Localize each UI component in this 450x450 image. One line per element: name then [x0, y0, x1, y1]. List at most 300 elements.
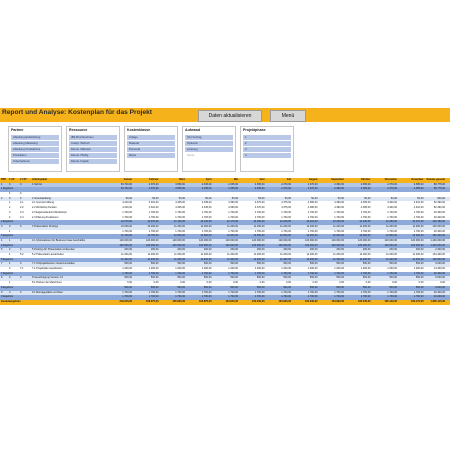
slicer-projektphase[interactable] — [240, 126, 294, 172]
table-cell-value[interactable]: 50,00 — [417, 196, 424, 200]
slicer-item[interactable]: Optional — [185, 141, 233, 146]
table-cell-value[interactable]: 120.000,00 — [251, 243, 265, 247]
table-cell-value[interactable]: 52.390,00 — [433, 206, 445, 210]
table-cell-value[interactable]: 50,00 — [178, 196, 185, 200]
table-cell-value[interactable]: 1.700,00 — [387, 290, 397, 294]
table-cell-value[interactable]: 12.900,00 — [253, 234, 265, 238]
table-cell-value[interactable]: 11.400,00 — [359, 257, 371, 261]
table-cell-value[interactable]: 164.930,00 — [278, 299, 291, 303]
table-cell-value[interactable]: 120.000,00 — [304, 243, 318, 247]
table-cell-value[interactable]: 136.800,00 — [432, 257, 445, 261]
table-cell-value[interactable]: 11.200,00 — [333, 224, 344, 228]
table-cell-value[interactable]: 14.400,00 — [433, 267, 445, 271]
table-cell-value[interactable]: 20.400,00 — [433, 295, 445, 299]
table-cell-value[interactable]: 0,00 — [180, 281, 185, 285]
table-cell-value[interactable]: 4.380,00 — [307, 201, 318, 205]
table-cell-value[interactable]: 0,00 — [127, 281, 132, 285]
table-cell-value[interactable]: 11.200,00 — [200, 224, 212, 228]
table-cell-value[interactable]: 165.170,00 — [410, 299, 424, 303]
table-cell-value[interactable]: 2.370,00 — [387, 182, 397, 186]
slicer-item[interactable]: (Bl) Bruchrechnen — [69, 135, 117, 140]
table-cell[interactable]: 0 — [9, 224, 11, 228]
table-cell-value[interactable]: 500,00 — [283, 276, 291, 280]
table-cell-value[interactable]: 12.900,00 — [306, 234, 318, 238]
table-cell-value[interactable]: 12.170,00 — [226, 220, 238, 224]
table-cell-value[interactable]: 11.200,00 — [386, 253, 397, 256]
table-cell[interactable]: 0 — [9, 182, 11, 186]
table-cell-value[interactable]: Juli — [286, 178, 291, 181]
table-cell-value[interactable]: 4.375,00 — [281, 206, 291, 210]
table-cell-value[interactable]: 4.410,00 — [413, 201, 424, 205]
table-cell-value[interactable]: 1.200,00 — [122, 267, 132, 271]
table-cell-value[interactable]: 500,00 — [203, 276, 212, 280]
table-cell[interactable]: 0 — [20, 276, 22, 280]
table-cell[interactable]: 5 — [1, 248, 3, 252]
table-cell-value[interactable]: 500,00 — [256, 276, 265, 280]
table-cell-value[interactable]: 120.000,00 — [172, 238, 185, 242]
table-cell-value[interactable]: 12.900,00 — [385, 234, 397, 238]
table-cell-value[interactable]: 1.700,00 — [360, 290, 371, 294]
table-cell-value[interactable]: 500,00 — [336, 262, 344, 266]
table-cell-value[interactable]: 10.000,00 — [147, 224, 159, 228]
table-cell-value[interactable]: 1.700,00 — [228, 229, 238, 233]
table-cell-value[interactable]: 1.200,00 — [413, 267, 424, 271]
table-cell[interactable]: 0 — [20, 196, 22, 200]
table-cell-value[interactable]: 120.000,00 — [384, 238, 397, 242]
slicer-kostenklasse[interactable] — [124, 126, 178, 172]
table-cell-value[interactable]: 219.970,00 — [119, 299, 132, 303]
table-cell[interactable]: 1 — [9, 238, 11, 242]
table-cell-value[interactable]: 4.310,00 — [122, 206, 132, 210]
table-cell-value[interactable]: 1.700,00 — [334, 271, 344, 275]
table-cell-value[interactable]: 500,00 — [124, 262, 132, 266]
table-cell-value[interactable]: 500,00 — [230, 285, 238, 289]
table-cell-value[interactable]: 200,00 — [283, 248, 291, 252]
table-cell-value[interactable]: 500,00 — [256, 285, 265, 289]
table-cell-value[interactable]: 120.000,00 — [145, 243, 159, 247]
slicer-item[interactable]: Anlage — [127, 135, 175, 140]
table-cell-value[interactable]: 200,00 — [336, 248, 344, 252]
table-cell-value[interactable]: 1.700,00 — [122, 215, 132, 219]
table-cell-value[interactable]: 1.700,00 — [228, 210, 238, 214]
table-cell[interactable]: 5.2 Präsentation ausarbeiten — [32, 253, 64, 256]
table-cell-value[interactable]: 2.390,00 — [334, 187, 344, 191]
table-cell-value[interactable]: 50,00 — [152, 196, 159, 200]
table-cell-value[interactable]: 1.700,00 — [148, 229, 159, 233]
table-cell[interactable]: 9.1 Montageplätze errichten — [32, 290, 63, 294]
slicer-partner[interactable] — [8, 126, 62, 172]
table-cell-value[interactable]: 0,00 — [440, 281, 445, 285]
table-cell-value[interactable]: 500,00 — [336, 276, 344, 280]
table-cell-value[interactable]: 200,00 — [124, 248, 132, 252]
table-cell-value[interactable]: 4.395,00 — [360, 206, 371, 210]
table-cell-value[interactable]: 500,00 — [309, 262, 318, 266]
table-cell-value[interactable]: 12.900,00 — [226, 234, 238, 238]
table-cell-value[interactable]: 1.200,00 — [254, 267, 265, 271]
table-cell-value[interactable]: 12.900,00 — [173, 234, 185, 238]
table-cell-value[interactable]: 89.775,00 — [433, 182, 445, 186]
table-cell[interactable]: 0 — [20, 262, 22, 266]
table-cell-value[interactable]: 500,00 — [283, 262, 291, 266]
table-cell-value[interactable]: 4.310,00 — [122, 201, 132, 205]
table-cell-value[interactable]: 11.400,00 — [280, 257, 291, 261]
table-cell-value[interactable]: 500,00 — [362, 262, 371, 266]
table-cell-value[interactable]: 1.200,00 — [201, 267, 212, 271]
table-cell-value[interactable]: 1.700,00 — [122, 290, 132, 294]
table-cell-value[interactable]: 50,00 — [125, 196, 132, 200]
table-cell-value[interactable]: 11.200,00 — [200, 253, 212, 256]
table-cell-value[interactable]: 500,00 — [389, 285, 397, 289]
table-cell-value[interactable]: 2.370,00 — [307, 182, 318, 186]
table-cell-value[interactable]: 1.440.000,00 — [430, 243, 445, 247]
table-cell-value[interactable]: 11.200,00 — [227, 224, 238, 228]
table-cell-value[interactable]: 1.700,00 — [254, 290, 265, 294]
table-cell-value[interactable]: 500,00 — [124, 276, 132, 280]
table-cell-value[interactable]: 11.200,00 — [174, 224, 185, 228]
table-cell-value[interactable]: 11.200,00 — [174, 253, 185, 256]
slicer-item[interactable]: Reise — [127, 153, 175, 158]
table-cell-value[interactable]: 120.000,00 — [331, 238, 344, 242]
table-cell-value[interactable]: 120.000,00 — [172, 243, 185, 247]
table-cell-value[interactable]: 4.345,00 — [201, 206, 212, 210]
table-cell-value[interactable]: 1.700,00 — [148, 271, 159, 275]
table-cell-value[interactable]: 1.700,00 — [148, 215, 159, 219]
table-cell-value[interactable]: 4.310,00 — [148, 201, 159, 205]
table-cell-value[interactable]: 4.345,00 — [175, 206, 185, 210]
table-cell-value[interactable]: 0,00 — [339, 281, 344, 285]
table-cell-value[interactable]: 1.700,00 — [228, 271, 238, 275]
table-cell-value[interactable]: 1.700,00 — [175, 210, 185, 214]
table-cell-value[interactable]: 4.370,00 — [254, 201, 265, 205]
table-cell-value[interactable]: März — [179, 178, 185, 181]
table-cell-value[interactable]: 4.400,00 — [387, 201, 397, 205]
table-cell-value[interactable]: 89.775,00 — [433, 187, 445, 191]
table-cell-value[interactable]: 1.700,00 — [122, 271, 132, 275]
table-cell[interactable]: 1 — [9, 262, 11, 266]
table-cell-value[interactable]: 2.345,00 — [201, 187, 212, 191]
table-cell-value[interactable]: 200,00 — [150, 248, 159, 252]
table-cell-value[interactable]: 2.345,00 — [228, 187, 238, 191]
table-cell-value[interactable]: 120.000,00 — [384, 243, 397, 247]
table-cell-value[interactable]: 11.400,00 — [253, 257, 265, 261]
table-cell-value[interactable]: 200,00 — [415, 248, 424, 252]
table-cell-value[interactable]: 50,00 — [337, 196, 344, 200]
table-cell[interactable]: 7.1 Teilprojektkosten zusammenstellen — [32, 262, 75, 266]
slicer-item[interactable]: Sonst. — [185, 153, 233, 158]
table-cell[interactable]: 2.3 — [20, 210, 24, 214]
table-cell[interactable]: 4 — [9, 215, 11, 219]
table-cell-value[interactable]: Summe gesamt — [426, 178, 445, 181]
table-cell[interactable]: 0 — [20, 238, 22, 242]
table-cell-value[interactable]: 120.000,00 — [198, 238, 212, 242]
table-cell-value[interactable]: 50,00 — [311, 196, 318, 200]
table-cell-value[interactable]: 500,00 — [150, 276, 159, 280]
menu-button[interactable]: Menü — [270, 110, 306, 122]
table-cell[interactable]: PSP — [1, 178, 7, 181]
table-cell-value[interactable]: 11.200,00 — [412, 224, 424, 228]
table-cell-value[interactable]: 2.345,00 — [228, 182, 238, 186]
table-cell-value[interactable]: 500,00 — [203, 262, 212, 266]
slicer-item[interactable]: (fix) Vertrag — [185, 135, 233, 140]
table-cell-value[interactable]: 1.700,00 — [360, 215, 371, 219]
table-cell-value[interactable]: 1.700,00 — [122, 210, 132, 214]
table-cell-value[interactable]: 500,00 — [256, 262, 265, 266]
table-cell-value[interactable]: 200,00 — [230, 248, 238, 252]
table-cell-value[interactable]: 4.370,00 — [254, 206, 265, 210]
slicer-item[interactable]: Leistung — [185, 147, 233, 152]
table-cell-value[interactable]: 11.400,00 — [227, 257, 238, 261]
table-cell-value[interactable]: 1.700,00 — [148, 295, 159, 299]
table-cell-value[interactable]: 1.700,00 — [387, 295, 397, 299]
table-cell-value[interactable]: Oktober — [360, 178, 371, 181]
table-cell-value[interactable]: 2.370,00 — [148, 182, 159, 186]
table-cell-value[interactable]: 1.440.000,00 — [430, 238, 445, 242]
table-cell-value[interactable]: 164.990,00 — [331, 299, 344, 303]
table-cell-value[interactable]: 12.070,00 — [120, 220, 132, 224]
table-cell-value[interactable]: 1.700,00 — [334, 290, 344, 294]
table-cell-value[interactable]: 0,00 — [392, 281, 397, 285]
table-cell-value[interactable]: 11.200,00 — [253, 253, 265, 256]
table-cell-value[interactable]: 12.210,00 — [306, 220, 318, 224]
table-cell-value[interactable]: 500,00 — [177, 285, 185, 289]
table-cell[interactable]: 5 Ergebnis — [1, 257, 13, 261]
table-cell-value[interactable]: 12.900,00 — [332, 234, 344, 238]
slicer-item[interactable]: Dienst. Material — [69, 147, 117, 152]
table-cell-value[interactable]: 132.000,00 — [432, 224, 445, 228]
table-cell-value[interactable]: 1.700,00 — [201, 290, 212, 294]
table-cell-value[interactable]: 12.240,00 — [359, 220, 371, 224]
table-cell-value[interactable]: 2.370,00 — [307, 187, 318, 191]
table-cell-value[interactable]: 120.000,00 — [357, 243, 371, 247]
table-cell-value[interactable]: 11.400,00 — [333, 257, 344, 261]
table-cell-value[interactable]: 12.270,00 — [412, 220, 424, 224]
table-cell-value[interactable]: 6.000,00 — [435, 276, 445, 280]
table-cell[interactable]: 2.2 — [20, 206, 24, 210]
table-cell[interactable]: 5.2 — [20, 253, 24, 256]
table-cell-value[interactable]: 120.000,00 — [225, 243, 238, 247]
table-cell-value[interactable]: 12.900,00 — [359, 234, 371, 238]
table-cell-value[interactable]: 200,00 — [309, 248, 318, 252]
table-cell-value[interactable]: 1.700,00 — [413, 215, 424, 219]
table-cell-value[interactable]: 4.390,00 — [334, 201, 344, 205]
slicer-item[interactable]: Material — [127, 141, 175, 146]
table-cell-value[interactable]: 12.200,00 — [279, 220, 291, 224]
table-cell[interactable]: 1 — [1, 182, 3, 186]
table-cell-value[interactable]: 500,00 — [203, 285, 212, 289]
table-cell-value[interactable]: 0,00 — [286, 281, 291, 285]
table-cell[interactable]: 0 — [20, 224, 22, 228]
table-cell-value[interactable]: 1.700,00 — [281, 271, 291, 275]
table-cell-value[interactable]: 120.000,00 — [304, 238, 318, 242]
table-cell-value[interactable]: 12.140,00 — [200, 220, 212, 224]
table-cell-value[interactable]: 500,00 — [177, 262, 185, 266]
table-cell-value[interactable]: 0,00 — [259, 281, 265, 285]
table-cell-value[interactable]: Dezember — [411, 178, 424, 181]
table-cell-value[interactable]: 120.000,00 — [119, 238, 132, 242]
table-cell-value[interactable]: 50,00 — [390, 196, 397, 200]
table-cell-value[interactable]: September — [331, 178, 344, 181]
table-cell[interactable]: 8 — [1, 276, 3, 280]
slicer-item[interactable]: Dienst. Pfeflig — [69, 153, 117, 158]
table-cell-value[interactable]: 1.200,00 — [148, 267, 159, 271]
table-cell-value[interactable]: 63.700,00 — [120, 182, 132, 186]
table-cell-value[interactable]: 50,00 — [231, 196, 238, 200]
table-cell[interactable]: 1 — [9, 201, 11, 205]
table-cell-value[interactable]: 1.700,00 — [254, 271, 265, 275]
table-cell[interactable]: 2.2 Workshop Kunden — [32, 206, 57, 210]
table-cell-value[interactable]: 1.700,00 — [228, 295, 238, 299]
table-cell-value[interactable]: 200,00 — [177, 248, 185, 252]
table-cell-value[interactable]: 0,00 — [418, 281, 424, 285]
table-cell[interactable]: 4 Ergebnis — [1, 243, 13, 247]
table-cell-value[interactable]: 12.070,00 — [147, 220, 159, 224]
table-cell-value[interactable]: 164.940,00 — [251, 299, 265, 303]
table-cell-value[interactable]: 500,00 — [415, 276, 424, 280]
table-cell-value[interactable]: 1.965.115,00 — [430, 299, 445, 303]
table-cell-value[interactable]: 1.700,00 — [413, 210, 424, 214]
table-cell-value[interactable]: 0,00 — [153, 281, 159, 285]
table-cell-value[interactable]: 11.200,00 — [412, 253, 424, 256]
table-cell-value[interactable]: 11.400,00 — [121, 257, 132, 261]
table-cell-value[interactable]: 12.900,00 — [412, 234, 424, 238]
table-cell-value[interactable]: 11.200,00 — [386, 224, 397, 228]
table-cell[interactable]: 2.4 Planung Funktionen — [32, 215, 59, 219]
table-cell-value[interactable]: 120.000,00 — [251, 238, 265, 242]
table-cell-value[interactable]: 11.200,00 — [333, 253, 344, 256]
table-cell-value[interactable]: 11.400,00 — [412, 257, 424, 261]
table-cell-value[interactable]: 11.400,00 — [306, 257, 318, 261]
table-cell[interactable]: # AP — [9, 178, 15, 181]
table-cell-value[interactable]: 1.200,00 — [360, 267, 371, 271]
table-cell-value[interactable]: 4.390,00 — [334, 206, 344, 210]
table-cell-value[interactable]: 1.700,00 — [201, 210, 212, 214]
table-cell[interactable]: 7.1 — [20, 267, 24, 271]
table-cell-value[interactable]: 3.650,00 — [175, 187, 185, 191]
table-cell-value[interactable]: 1.200,00 — [387, 267, 397, 271]
slicer-item[interactable]: 1 — [243, 135, 291, 140]
table-cell-value[interactable]: 1.700,00 — [175, 271, 185, 275]
table-cell-value[interactable]: 1.700,00 — [201, 229, 212, 233]
table-cell-value[interactable]: 20.400,00 — [433, 271, 445, 275]
table-cell-value[interactable]: 120.000,00 — [410, 243, 424, 247]
table-cell-value[interactable]: 11.200,00 — [121, 253, 132, 256]
table-cell[interactable]: 2 Vorentwicklung — [32, 196, 51, 200]
table-cell-value[interactable]: 6.000,00 — [435, 285, 445, 289]
table-cell-value[interactable]: 200,00 — [362, 248, 371, 252]
table-cell-value[interactable]: 11.400,00 — [147, 257, 159, 261]
table-cell-value[interactable]: 12.190,00 — [253, 220, 265, 224]
table-cell-value[interactable]: 152.400,00 — [432, 234, 445, 238]
table-cell-value[interactable]: 50,00 — [364, 196, 371, 200]
table-cell[interactable]: 7 — [1, 262, 3, 266]
table-cell-value[interactable]: 12.230,00 — [332, 220, 344, 224]
table-cell-value[interactable]: 500,00 — [124, 285, 132, 289]
table-cell-value[interactable]: 1.700,00 — [175, 229, 185, 233]
table-cell-value[interactable]: 0,00 — [206, 281, 212, 285]
table-cell-value[interactable]: 500,00 — [150, 262, 159, 266]
table-cell-value[interactable]: 1.700,00 — [413, 229, 424, 233]
table-cell-value[interactable]: 4.410,00 — [413, 206, 424, 210]
table-cell-value[interactable]: 1.700,00 — [334, 210, 344, 214]
table-cell[interactable]: 2 — [1, 196, 3, 200]
table-cell-value[interactable]: 12.900,00 — [200, 234, 212, 238]
table-cell-value[interactable]: 2.345,00 — [201, 182, 212, 186]
table-cell[interactable]: 0 — [20, 290, 22, 294]
table-cell-value[interactable]: 4.360,00 — [228, 201, 238, 205]
table-cell-value[interactable]: 1.700,00 — [281, 229, 291, 233]
slicer-item[interactable]: 4 — [243, 153, 291, 158]
table-cell-value[interactable]: 120.000,00 — [145, 238, 159, 242]
table-cell-value[interactable]: 0,00 — [312, 281, 318, 285]
table-cell[interactable]: 3 — [9, 210, 11, 214]
table-cell-value[interactable]: 2.390,00 — [334, 182, 344, 186]
slicer-item[interactable]: Analyt. Wirtsch — [69, 141, 117, 146]
table-cell-value[interactable]: 4.310,00 — [148, 206, 159, 210]
table-cell-value[interactable]: 11.200,00 — [359, 253, 371, 256]
table-cell-value[interactable]: 200,00 — [389, 248, 397, 252]
table-cell-value[interactable]: 1.700,00 — [307, 295, 318, 299]
table-cell-value[interactable]: November — [384, 178, 397, 181]
table-cell-value[interactable]: 11.400,00 — [200, 257, 212, 261]
table-cell-value[interactable]: 120.000,00 — [225, 238, 238, 242]
table-cell[interactable]: 2.3 Ergebnisbericht Workshops — [32, 210, 67, 214]
slicer-item[interactable]: Abteilung Entwicklung — [11, 135, 59, 140]
slicer-item[interactable]: Produktion — [11, 153, 59, 158]
table-cell[interactable]: 1 Ergebnis — [1, 187, 13, 191]
table-cell-value[interactable]: 1.700,00 — [201, 215, 212, 219]
table-cell-value[interactable]: 4.360,00 — [228, 206, 238, 210]
table-cell-value[interactable]: 63.700,00 — [120, 187, 132, 191]
table-cell-value[interactable]: 1.700,00 — [281, 290, 291, 294]
table-cell[interactable]: 4.1 Informationen für Business Case beschaffen — [32, 238, 86, 242]
table-cell[interactable]: 7.1 Projektplan ausarbeiten — [32, 267, 63, 271]
table-cell-value[interactable]: 1.700,00 — [254, 215, 265, 219]
table-cell-value[interactable]: 50,00 — [205, 196, 212, 200]
table-cell-value[interactable]: 120.000,00 — [278, 238, 291, 242]
table-cell-value[interactable]: 10.000,00 — [120, 224, 132, 228]
table-cell-value[interactable]: 20.400,00 — [433, 215, 445, 219]
table-cell[interactable]: 1 — [9, 281, 11, 285]
table-cell-value[interactable]: 1.700,00 — [228, 290, 238, 294]
table-cell-value[interactable]: 4.345,00 — [175, 201, 185, 205]
table-cell-value[interactable]: 52.390,00 — [433, 201, 445, 205]
table-cell-value[interactable]: 500,00 — [362, 285, 371, 289]
table-cell[interactable]: 1 Soll-Ist — [32, 182, 42, 186]
table-cell-value[interactable]: 1.700,00 — [387, 210, 397, 214]
table-cell-value[interactable]: 1.700,00 — [254, 210, 265, 214]
table-cell-value[interactable]: 500,00 — [309, 276, 318, 280]
table-cell[interactable]: Arbeitspaket — [32, 178, 48, 181]
table-cell-value[interactable]: 11.200,00 — [359, 224, 371, 228]
table-cell-value[interactable]: 11.200,00 — [227, 253, 238, 256]
table-cell-value[interactable]: 1.700,00 — [254, 229, 265, 233]
table-cell-value[interactable]: 1.700,00 — [228, 215, 238, 219]
table-cell-value[interactable]: 500,00 — [389, 262, 397, 266]
table-cell-value[interactable]: 500,00 — [150, 285, 159, 289]
table-cell-value[interactable]: 11.400,00 — [174, 257, 185, 261]
table-cell[interactable]: Gesamtergebnis — [1, 299, 21, 303]
table-cell-value[interactable]: 11.200,00 — [280, 224, 291, 228]
table-cell-value[interactable]: 0,00 — [233, 281, 238, 285]
table-cell-value[interactable]: 0,00 — [365, 281, 371, 285]
table-cell-value[interactable]: 1.700,00 — [175, 215, 185, 219]
table-cell[interactable]: # LST — [20, 178, 27, 181]
table-cell-value[interactable]: 120.000,00 — [331, 243, 344, 247]
table-cell[interactable]: 3 — [1, 224, 3, 228]
table-cell-value[interactable]: 1.700,00 — [148, 210, 159, 214]
table-cell-value[interactable]: 500,00 — [362, 276, 371, 280]
table-cell-value[interactable]: 120.000,00 — [278, 243, 291, 247]
